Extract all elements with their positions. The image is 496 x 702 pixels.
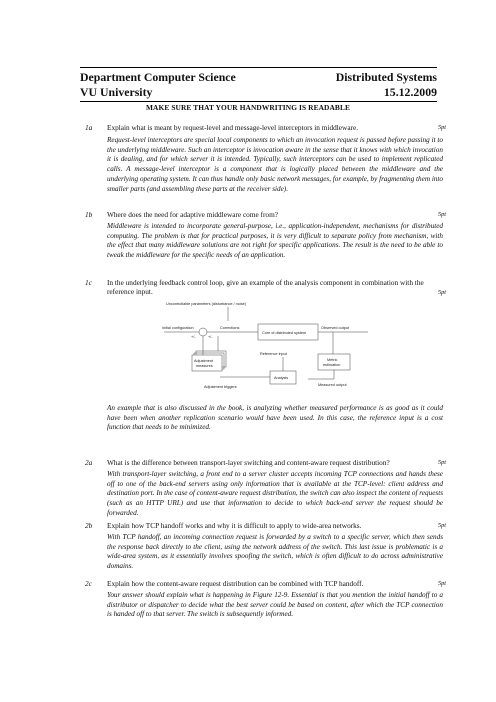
answer-2c: Your answer should explain what is happening in Figure 12-9. Essential is that you mention the initial handoff to a distributor or dispatcher to decide what the best server could be based on content, after which the TCP connection is handed off to that server. The switch is subsequently informed. bbox=[107, 591, 443, 619]
exam-date: 15.12.2009 bbox=[383, 85, 437, 99]
points-2c: 5pt bbox=[438, 580, 446, 587]
label-core: Core of distributed system bbox=[262, 331, 307, 335]
question-number: 1b bbox=[85, 210, 93, 219]
label-adjustment-2: measures bbox=[196, 364, 213, 368]
label-triggers: Adjustment triggers bbox=[204, 385, 237, 389]
points-1c: 5pt bbox=[438, 289, 446, 296]
points-1a: 5pt bbox=[438, 124, 446, 131]
question-number: 2c bbox=[85, 579, 92, 588]
question-number: 1a bbox=[85, 123, 93, 132]
university-name: VU University bbox=[80, 85, 153, 99]
course-name: Distributed Systems bbox=[335, 70, 437, 84]
points-1b: 5pt bbox=[438, 211, 446, 218]
question-text: Explain how TCP handoff works and why it is difficult to apply to wide-area networks. bbox=[107, 521, 362, 530]
question-text: Explain what is meant by request-level and message-level interceptors in middleware. bbox=[107, 123, 359, 132]
label-adjustment-1: Adjustment bbox=[194, 359, 213, 363]
header-row-2 bbox=[80, 85, 437, 100]
question-text: Explain how the content-aware request distribution can be combined with TCP handoff. bbox=[107, 579, 364, 588]
label-measured: Measured output bbox=[318, 383, 347, 387]
answer-1c: An example that is also discussed in the book, is analyzing whether measured performance is as good as it could have been when another replication scenario would have been used. In this case, the reference input is a cost function that needs to be minimized. bbox=[107, 404, 443, 432]
question-number: 2a bbox=[85, 458, 93, 467]
label-corrections: Corrections bbox=[220, 326, 240, 330]
question-text: In the underlying feedback control loop, give an example of the analysis component in combination with the reference input. bbox=[107, 278, 424, 297]
summing-circle bbox=[199, 328, 207, 336]
label-plus-minus-left: +/- bbox=[191, 335, 196, 339]
answer-2a: With transport-layer switching, a front end to a server cluster accepts incoming TCP connections and hands these off to one of the back-end servers using only information that is available at the TCP-level: client address and destination port. In the case of content-aware request distribution, the switch can also inspect the content of requests (such as an HTTP URL) and use that information to decide to which back-end server the request should be forwarded. bbox=[107, 470, 443, 517]
label-observed: Observed output bbox=[321, 326, 350, 330]
question-text: What is the difference between transport-layer switching and content-aware request distribution? bbox=[107, 458, 390, 467]
label-analysis: Analysis bbox=[274, 376, 289, 380]
question-number: 1c bbox=[85, 278, 92, 287]
answer-2b: With TCP handoff, an incoming connection request is forwarded by a switch to a specific server, which then sends the response back directly to the client, using the network address of the switch. This last issue is problematic is a wide-area system, as it essentially involves spoofing the switch, which is often difficult to do across administrative domains. bbox=[107, 533, 443, 571]
question-text: Where does the need for adaptive middleware come from? bbox=[107, 210, 278, 219]
label-metric-1: Metric bbox=[327, 358, 338, 362]
label-plus-minus-right: +/- bbox=[208, 335, 213, 339]
metric-box bbox=[318, 354, 350, 370]
label-uncontrollable: Uncontrollable parameters (disturbance / noise) bbox=[166, 302, 246, 306]
exam-header bbox=[80, 67, 437, 102]
points-2a: 5pt bbox=[438, 459, 446, 466]
feedback-control-diagram bbox=[158, 299, 383, 391]
label-initial: Initial configuration bbox=[162, 326, 194, 330]
question-number: 2b bbox=[85, 521, 93, 530]
answer-1a: Request-level interceptors are special local components to which an invocation request is passed before passing it to the underlying middleware. Such an interceptor is invocation aware in the sense that it knows with which invocation it is dealing, and for which server it is intended. Typically, such interceptors can be used to implement replicated calls. A message-level interceptor is a component that is logically placed between the middleware and the underlying operating system. It can thus handle only basic network messages, for example, by fragmenting them into smaller parts (and assembling these parts at the receiver side). bbox=[107, 136, 443, 193]
adjustment-box bbox=[192, 355, 222, 371]
handwriting-banner: MAKE SURE THAT YOUR HANDWRITING IS READABLE bbox=[145, 103, 350, 112]
label-reference: Reference input bbox=[260, 352, 287, 356]
department-name: Department Computer Science bbox=[80, 70, 236, 84]
points-2b: 5pt bbox=[438, 522, 446, 529]
header-row-1 bbox=[80, 70, 437, 85]
answer-1b: Middleware is intended to incorporate general-purpose, i.e., application-independent, mechanisms for distributed computing. The problem is that for practical purposes, it is very difficult to separate policy from mechanism, with the effect that many middleware solutions are not right for specific applications. The result is the need to be able to tweak the middleware for the specific needs of an application. bbox=[107, 222, 443, 260]
label-metric-2: estimation bbox=[323, 363, 341, 367]
